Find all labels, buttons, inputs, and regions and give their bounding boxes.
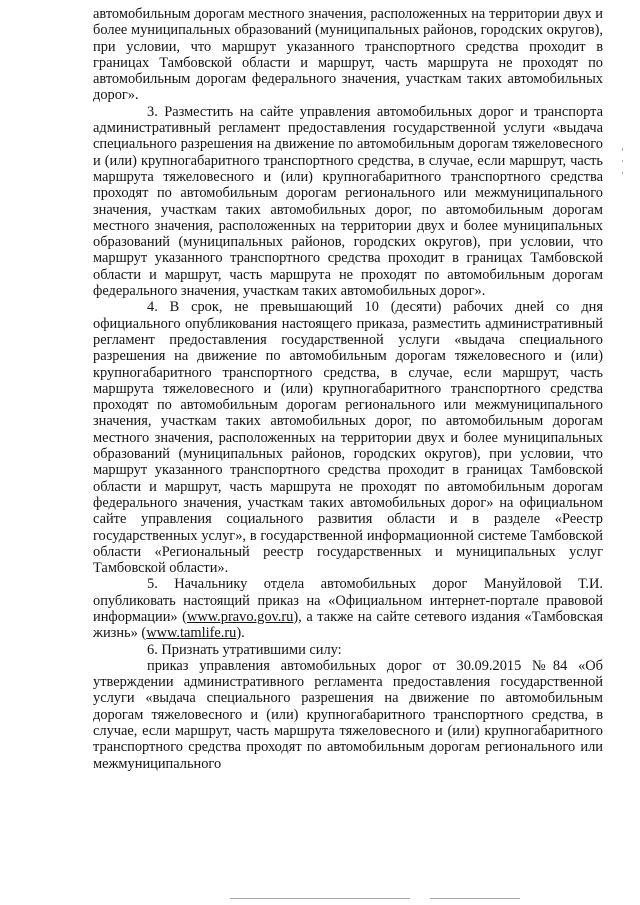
paragraph-5-text-after: ). (236, 625, 245, 642)
paragraph-4: 4. В срок, не превышающий 10 (десяти) рабочих дней со дня официального опубликования настоящего приказа, разместить административный регламент предоставления государственной услуги «выдача специального разрешения на движение по автомобильным дорогам тяжеловесного и (или) крупногабаритного транспортного средства, в случае, если маршрут, часть маршрута тяжеловесного и (или) крупногабаритного транспортного средства проходят по автомобильным дорогам регионального или межмуниципального значения, участкам таких автомобильных дорог, по автомобильным дорогам местного значения, расположенных на территории двух и более муниципальных образований (муниципальных районов, городских округов), при условии, что маршрут указанного транспортного средства проходит в границах Тамбовской области и маршрут, часть маршрута не проходят по автомобильным дорогам федерального значения, участкам таких автомобильных дорог» на официальном сайте управления социального развития области и в разделе «Реестр государственных услуг», в государственной информационной системе Тамбовской области «Региональный реестр государственных и муниципальных услуг Тамбовской области». (93, 299, 603, 577)
paragraph-7: приказ управления автомобильных дорог от 30.09.2015 №84 «Об утверждении административного регламента предоставления государственной услуги «выдача специального разрешения на движение по автомобильным дорогам тяжеловесного и (или) крупногабаритного транспортного средства, в случае, если маршрут, часть маршрута тяжеловесного и (или) крупногабаритного транспортного средства проходят по автомобильным дорогам регионального или межмуниципального (93, 657, 603, 772)
scan-artifact-right (622, 172, 623, 174)
pravo-gov-link[interactable]: www.pravo.gov.ru (186, 608, 294, 625)
scan-artifact-right (622, 160, 623, 162)
scan-artifact-bottom (430, 898, 520, 899)
tamlife-link[interactable]: www.tamlife.ru (146, 625, 237, 642)
paragraph-5-text-before: 5. Начальнику отдела автомобильных дорог Мануйловой Т.И. опубликовать настоящий приказ на «Официальном интернет-портале правовой информации» ( (93, 576, 603, 625)
document-body (93, 6, 603, 772)
scan-artifact-right (622, 148, 623, 151)
paragraph-3: 3. Разместить на сайте управления автомобильных дорог и транспорта административный регламент предоставления государственной услуги «выдача специального разрешения на движение по автомобильным дорогам тяжеловесного и (или) крупногабаритного транспортного средства, в случае, если маршрут, часть маршрута тяжеловесного и (или) крупногабаритного транспортного средства проходят по автомобильным дорогам регионального или межмуниципального значения, участкам таких автомобильных дорог, по автомобильным дорогам местного значения, расположенных на территории двух и более муниципальных образований (муниципальных районов, городских округов), при условии, что маршрут указанного транспортного средства проходит в границах Тамбовской области и маршрут, часть маршрута не проходят по автомобильным дорогам федерального значения, участкам таких автомобильных дорог». (93, 103, 603, 300)
paragraph-continuation: автомобильным дорогам местного значения, расположенных на территории двух и более муниципальных образований (муниципальных районов, городских округов), при условии, что маршрут указанного транспортного средства проходит в границах Тамбовской области и маршрут, часть маршрута не проходят по автомобильным дорогам федерального значения, участкам таких автомобильных дорог». (93, 6, 603, 104)
paragraph-5-text-middle: ), а также на сайте сетевого издания «Тамбовская жизнь» ( (93, 608, 603, 642)
paragraph-6: 6. Признать утратившими силу: (147, 641, 342, 658)
paragraph-5 (93, 576, 603, 641)
scan-artifact-bottom (230, 898, 410, 899)
